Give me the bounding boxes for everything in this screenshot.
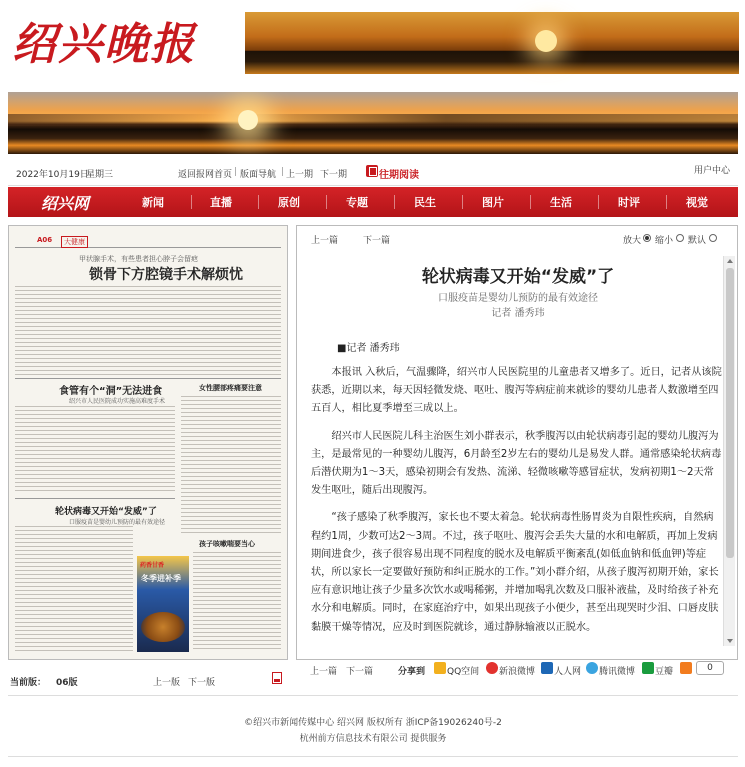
qzone-icon[interactable] xyxy=(434,662,446,674)
current-page-number: 06版 xyxy=(56,678,78,688)
next-article-link[interactable]: 下一篇 xyxy=(363,236,391,246)
copyright-text: ©绍兴市新闻传媒中心 绍兴网 版权所有 浙ICP备19026240号-2 xyxy=(244,718,502,728)
issue-date: 2022年10月19日 xyxy=(16,170,89,180)
share-weibo[interactable]: 新浪微博 xyxy=(499,667,536,677)
article-title: 轮状病毒又开始“发威”了 xyxy=(421,267,615,287)
share-douban[interactable]: 豆瓣 xyxy=(655,667,674,677)
headline1[interactable]: 锁骨下方腔镜手术解烦忧 xyxy=(89,267,243,283)
prev-page-link[interactable]: 上一版 xyxy=(153,678,181,688)
nav-item-visual[interactable]: 视觉 xyxy=(686,196,708,209)
article-bottom-bar xyxy=(296,660,738,682)
nav-item-commentary[interactable]: 时评 xyxy=(618,196,640,209)
headline2[interactable]: 食管有个“洞”无法进食 xyxy=(59,386,163,397)
page-pager: 当前版： 06版 上一版 下一版 xyxy=(8,671,293,689)
share-label: 分享到 xyxy=(398,667,426,677)
share-count: 0 xyxy=(696,661,724,675)
header-logo-area xyxy=(0,0,245,80)
default-size-radio[interactable] xyxy=(709,234,717,242)
zoom-in-label: 放大 xyxy=(623,236,642,246)
more-share-icon[interactable] xyxy=(680,662,692,674)
header-banner-image xyxy=(245,12,739,74)
share-renren[interactable]: 人人网 xyxy=(554,667,582,677)
info-bar: 2022年10月19日 星期三 返回报网首页 | 版面导航 | 上一期 下一期 往期阅读 用户中心 xyxy=(8,160,738,186)
nav-item-photos[interactable]: 图片 xyxy=(482,196,504,209)
headline2-sub: 绍兴市人民医院成功实施高难度手术 xyxy=(69,398,166,405)
zoom-out-label: 缩小 xyxy=(655,236,674,246)
nav-item-livelihood[interactable]: 民生 xyxy=(414,196,436,209)
pdf-icon[interactable] xyxy=(272,672,282,684)
default-size-label: 默认 xyxy=(688,236,707,246)
nav-item-live[interactable]: 直播 xyxy=(210,196,232,209)
weibo-icon[interactable] xyxy=(486,662,498,674)
douban-icon[interactable] xyxy=(642,662,654,674)
article-paragraph: “孩子感染了秋季腹泻，家长也不要太着急。轮状病毒性肠胃炎为自限性疾病，自然病程约1周，少数可达2～3周。不过，孩子呕吐、腹泻会丢失大量的水和电解质，再加上发病期间进食少，孩子很容易出现不同程度的脱水及电解质平衡紊乱(如低血钠和低血钾)等症状，所以家长一定要做好预防和纠正脱水的工作。”刘小群介绍，从孩子腹泻初期开始，家长应有意识地让孩子少量多次饮水或喝稀粥，并增加喝乳次数及口服补液盐，及时给孩子补充水分和电解质。同时，在家庭治疗中，如果出现孩子小便少，甚至出现哭时少泪、口唇皮肤黏膜干燥等情况，应及时到医院就诊，通过静脉输液以正脱水。 xyxy=(311,512,719,633)
prev-article-link[interactable]: 上一篇 xyxy=(311,236,339,246)
sunset-banner-image xyxy=(8,92,738,154)
page-nav-link[interactable]: 版面导航 xyxy=(240,170,277,180)
tencent-weibo-icon[interactable] xyxy=(586,662,598,674)
headline4-sub: 口服疫苗是婴幼儿预防的最有效途径 xyxy=(69,519,166,526)
next-issue-link[interactable]: 下一期 xyxy=(320,170,348,180)
renren-icon[interactable] xyxy=(541,662,553,674)
headline1-kicker[interactable]: 甲状腺手术，有些患者担心脖子会留疤 xyxy=(79,255,198,263)
article-paragraph: 绍兴市人民医院儿科主治医生刘小群表示，秋季腹泻以由轮状病毒引起的婴幼儿腹泻为主，是最常见的一种婴幼儿腹泻，6月龄至2岁左右的婴幼儿是易发人群。通常感染轮状病毒后潜伏期为1～3天，感染初期会有发热、流涕、轻微咳嗽等感冒症状，发病初期1～2天常发生呕吐，随后出现腹泻。 xyxy=(311,430,722,497)
newspaper-page-image[interactable] xyxy=(8,225,288,660)
service-provider-text: 杭州前方信息技术有限公司 提供服务 xyxy=(299,734,447,744)
home-link[interactable]: 返回报网首页 xyxy=(178,170,233,180)
headline5[interactable]: 孩子咳嗽喘要当心 xyxy=(199,540,255,548)
nav-item-news[interactable]: 新闻 xyxy=(142,196,164,209)
headline4[interactable]: 轮状病毒又开始“发威”了 xyxy=(55,507,157,517)
prev-article-bottom-link[interactable]: 上一篇 xyxy=(310,667,338,677)
article-byline: ■记者 潘秀玮 xyxy=(337,343,400,354)
share-tencent-weibo[interactable]: 腾讯微博 xyxy=(599,667,636,677)
page-header: A06 大健康 xyxy=(15,232,281,248)
calendar-icon xyxy=(366,165,378,177)
headline3[interactable]: 女性腰部疼痛要注意 xyxy=(199,384,262,392)
issue-weekday: 星期三 xyxy=(86,170,114,180)
zoom-out-radio[interactable] xyxy=(676,234,684,242)
article-author: 记者 潘秀玮 xyxy=(491,308,545,319)
zoom-in-radio[interactable] xyxy=(643,234,651,242)
site-logo[interactable]: 绍兴网 xyxy=(41,194,90,213)
next-article-bottom-link[interactable]: 下一篇 xyxy=(346,667,374,677)
nav-item-original[interactable]: 原创 xyxy=(278,196,300,209)
prev-issue-link[interactable]: 上一期 xyxy=(286,170,314,180)
article-paragraph: 本报讯 入秋后，气温骤降，绍兴市人民医院里的儿童患者又增多了。近日，记者从该院获悉，近期以来，每天因轻微发烧、呕吐、腹泻等病症前来就诊的婴幼儿患者人数激增至四五百人，相比夏季增至三成以上。 xyxy=(311,367,722,415)
main-nav xyxy=(8,187,738,217)
newspaper-logo[interactable]: 绍兴晚报 xyxy=(12,19,196,70)
nav-item-topics[interactable]: 专题 xyxy=(346,196,368,209)
user-center-link[interactable]: 用户中心 xyxy=(694,166,731,176)
nav-item-life[interactable]: 生活 xyxy=(550,196,572,209)
article-subtitle: 口服疫苗是婴幼儿预防的最有效途径 xyxy=(438,293,598,304)
article-panel xyxy=(296,225,738,660)
footer xyxy=(8,695,738,757)
article-scrollbar[interactable] xyxy=(723,256,735,646)
article-body xyxy=(311,364,723,646)
past-issues-link[interactable]: 往期阅读 xyxy=(379,170,419,181)
share-qzone[interactable]: QQ空间 xyxy=(447,667,480,677)
advertisement-image[interactable]: 药香甘香 冬季进补季 xyxy=(137,556,189,652)
next-page-link[interactable]: 下一版 xyxy=(188,678,216,688)
